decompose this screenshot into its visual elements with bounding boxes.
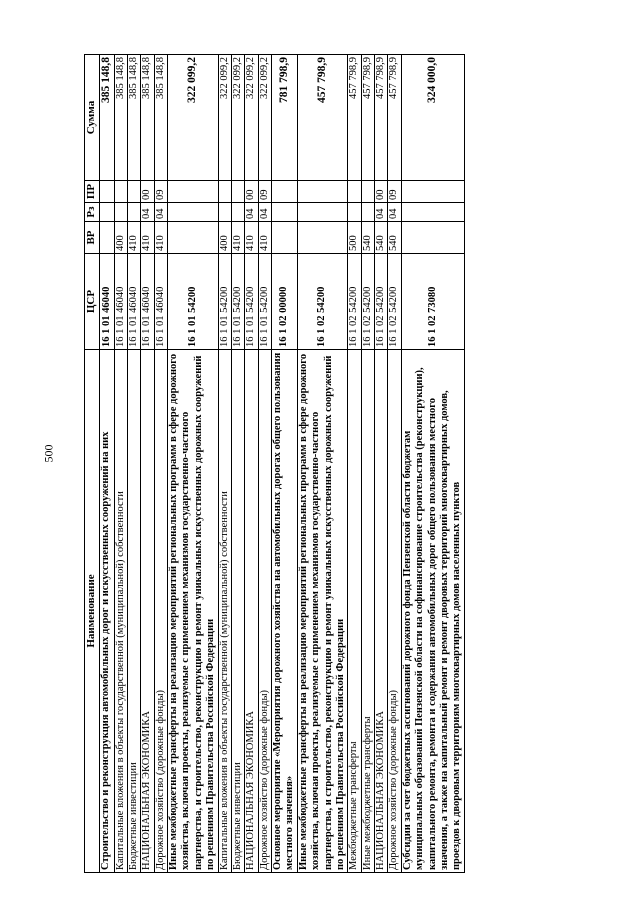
cell-csr: 16 1 01 54200 xyxy=(218,254,231,350)
cell-sum: 385 148,8 xyxy=(100,55,115,181)
cell-sum: 457 798,9 xyxy=(348,55,361,181)
cell-name: Иные межбюджетные трансферты xyxy=(361,350,374,873)
cell-csr: 16 1 02 54200 xyxy=(375,254,388,350)
cell-name: Дорожное хозяйство (дорожные фонды) xyxy=(154,350,167,873)
table-header-row xyxy=(85,55,100,873)
cell-rz: 04 xyxy=(141,203,154,222)
table-row xyxy=(114,55,127,873)
cell-sum: 322 099,2 xyxy=(258,55,271,181)
page-number: 500 xyxy=(41,444,56,463)
cell-csr: 16 1 01 46040 xyxy=(114,254,127,350)
cell-pr xyxy=(297,181,348,203)
header-rz: Рз xyxy=(85,203,100,222)
cell-pr xyxy=(348,181,361,203)
cell-rz: 04 xyxy=(388,203,401,222)
cell-pr xyxy=(168,181,219,203)
cell-vr: 540 xyxy=(361,222,374,254)
cell-rz xyxy=(401,203,464,222)
cell-name: Межбюджетные трансферты xyxy=(348,350,361,873)
table-row xyxy=(141,55,154,873)
cell-rz: 04 xyxy=(375,203,388,222)
cell-csr: 16 1 01 54200 xyxy=(168,254,219,350)
cell-rz xyxy=(272,203,298,222)
table-row xyxy=(388,55,401,873)
cell-csr: 16 1 01 54200 xyxy=(231,254,244,350)
cell-rz: 04 xyxy=(258,203,271,222)
cell-csr: 16 1 02 54200 xyxy=(361,254,374,350)
cell-pr xyxy=(361,181,374,203)
cell-sum: 322 099,2 xyxy=(231,55,244,181)
table-row xyxy=(297,55,348,873)
cell-vr: 540 xyxy=(375,222,388,254)
cell-sum: 322 099,2 xyxy=(168,55,219,181)
cell-vr: 410 xyxy=(245,222,258,254)
cell-name: Капитальные вложения в объекты государственной (муниципальной) собственности xyxy=(114,350,127,873)
cell-name: Дорожное хозяйство (дорожные фонды) xyxy=(258,350,271,873)
cell-pr: 00 xyxy=(245,181,258,203)
cell-vr: 410 xyxy=(127,222,140,254)
cell-pr: 09 xyxy=(258,181,271,203)
cell-vr: 540 xyxy=(388,222,401,254)
table-row xyxy=(100,55,115,873)
cell-name: НАЦИОНАЛЬНАЯ ЭКОНОМИКА xyxy=(245,350,258,873)
cell-pr: 09 xyxy=(388,181,401,203)
cell-name: Субсидии за счет бюджетных ассигнований дорожного фонда Пензенской области бюджетам муниципальных образований Пензенской области на софинансирование строительства (реконструкции), капитального ремонта, ремонта и содержания автомобильных дорог общего пользования местного значения, а также на капитальный ремонт и ремонт дворовых территорий многоквартирных домов, проездов к дворовым территориям многоквартирных домов населенных пунктов xyxy=(401,350,464,873)
cell-vr xyxy=(100,222,115,254)
table-row xyxy=(375,55,388,873)
cell-vr: 410 xyxy=(258,222,271,254)
cell-sum: 324 000,0 xyxy=(401,55,464,181)
cell-vr xyxy=(401,222,464,254)
cell-sum: 781 798,9 xyxy=(272,55,298,181)
table-row xyxy=(218,55,231,873)
cell-csr: 16 1 02 73080 xyxy=(401,254,464,350)
cell-csr: 16 1 02 54200 xyxy=(297,254,348,350)
table-row xyxy=(361,55,374,873)
table-row xyxy=(245,55,258,873)
table-row xyxy=(168,55,219,873)
cell-pr: 00 xyxy=(375,181,388,203)
cell-pr xyxy=(218,181,231,203)
table-row xyxy=(401,55,464,873)
cell-rz xyxy=(297,203,348,222)
cell-rz xyxy=(100,203,115,222)
table-row xyxy=(231,55,244,873)
cell-pr xyxy=(114,181,127,203)
cell-sum: 322 099,2 xyxy=(218,55,231,181)
cell-rz: 04 xyxy=(245,203,258,222)
cell-pr: 00 xyxy=(141,181,154,203)
cell-name: Иные межбюджетные трансферты на реализацию мероприятий региональных программ в сфере дорожного хозяйства, включая проекты, реализуемые с применением механизмов государственно-частного партнерства, и строительство, реконструкцию и ремонт уникальных искусственных дорожных сооружений по решениям Правительства Российской Федерации xyxy=(297,350,348,873)
cell-csr: 16 1 01 54200 xyxy=(245,254,258,350)
header-pr: ПР xyxy=(85,181,100,203)
table-row xyxy=(127,55,140,873)
cell-rz xyxy=(218,203,231,222)
cell-csr: 16 1 01 46040 xyxy=(154,254,167,350)
table-row xyxy=(272,55,298,873)
budget-table-container xyxy=(84,55,584,873)
cell-sum: 385 148,8 xyxy=(127,55,140,181)
cell-vr: 410 xyxy=(141,222,154,254)
cell-rz: 04 xyxy=(154,203,167,222)
cell-rz xyxy=(168,203,219,222)
cell-csr: 16 1 01 54200 xyxy=(258,254,271,350)
cell-name: Капитальные вложения в объекты государственной (муниципальной) собственности xyxy=(218,350,231,873)
cell-sum: 457 798,9 xyxy=(388,55,401,181)
table-row xyxy=(348,55,361,873)
cell-sum: 385 148,8 xyxy=(114,55,127,181)
table-body xyxy=(100,55,465,873)
cell-name: Иные межбюджетные трансферты на реализацию мероприятий региональных программ в сфере дорожного хозяйства, включая проекты, реализуемые с применением механизмов государственно-частного партнерства, и строительство, реконструкцию и ремонт уникальных искусственных дорожных сооружений по решениям Правительства Российской Федерации xyxy=(168,350,219,873)
cell-pr xyxy=(127,181,140,203)
cell-vr: 500 xyxy=(348,222,361,254)
cell-name: Строительство и реконструкция автомобильных дорог и искусственных сооружений на них xyxy=(100,350,115,873)
cell-sum: 385 148,8 xyxy=(141,55,154,181)
cell-sum: 385 148,8 xyxy=(154,55,167,181)
cell-sum: 457 798,9 xyxy=(361,55,374,181)
cell-name: Бюджетные инвестиции xyxy=(127,350,140,873)
cell-vr xyxy=(297,222,348,254)
cell-sum: 457 798,9 xyxy=(297,55,348,181)
cell-pr xyxy=(100,181,115,203)
header-csr: ЦСР xyxy=(85,254,100,350)
cell-pr: 09 xyxy=(154,181,167,203)
header-sum: Сумма xyxy=(85,55,100,181)
table-row xyxy=(258,55,271,873)
cell-name: Дорожное хозяйство (дорожные фонды) xyxy=(388,350,401,873)
cell-name: НАЦИОНАЛЬНАЯ ЭКОНОМИКА xyxy=(375,350,388,873)
cell-name: Бюджетные инвестиции xyxy=(231,350,244,873)
cell-csr: 16 1 02 54200 xyxy=(388,254,401,350)
cell-rz xyxy=(361,203,374,222)
cell-pr xyxy=(401,181,464,203)
budget-table xyxy=(84,54,465,873)
cell-vr xyxy=(272,222,298,254)
cell-vr: 400 xyxy=(114,222,127,254)
cell-csr: 16 1 02 54200 xyxy=(348,254,361,350)
header-vr: ВР xyxy=(85,222,100,254)
cell-rz xyxy=(114,203,127,222)
cell-name: НАЦИОНАЛЬНАЯ ЭКОНОМИКА xyxy=(141,350,154,873)
cell-vr: 400 xyxy=(218,222,231,254)
cell-pr xyxy=(231,181,244,203)
cell-rz xyxy=(348,203,361,222)
table-row xyxy=(154,55,167,873)
cell-pr xyxy=(272,181,298,203)
cell-csr: 16 1 01 46040 xyxy=(127,254,140,350)
cell-csr: 16 1 01 46040 xyxy=(141,254,154,350)
cell-vr xyxy=(168,222,219,254)
cell-vr: 410 xyxy=(231,222,244,254)
cell-sum: 457 798,9 xyxy=(375,55,388,181)
cell-vr: 410 xyxy=(154,222,167,254)
cell-rz xyxy=(231,203,244,222)
cell-csr: 16 1 02 00000 xyxy=(272,254,298,350)
cell-name: Основное мероприятие «Мероприятия дорожного хозяйства на автомобильных дорогах общего пользования местного значения» xyxy=(272,350,298,873)
header-name: Наименование xyxy=(85,350,100,873)
cell-rz xyxy=(127,203,140,222)
cell-sum: 322 099,2 xyxy=(245,55,258,181)
cell-csr: 16 1 01 46040 xyxy=(100,254,115,350)
